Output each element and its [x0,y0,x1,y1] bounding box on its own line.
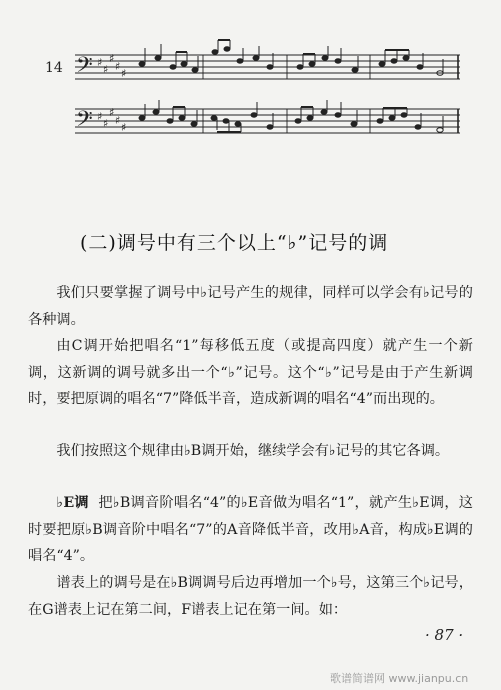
svg-text:♯: ♯ [121,67,127,80]
svg-text:♯: ♯ [103,63,109,76]
eb-key-text: 把♭B调音阶唱名“4”的♭E音做为唱名“1”，就产生♭E调，这时要把原♭B调音阶中唱名“7”的A音降低半音，改用♭A音，构成♭E调的唱名“4”。 [28,495,473,564]
paragraph-flat-rule-intro: 我们只要掌握了调号中♭记号产生的规律，同样可以学会有♭记号的各种调。 [28,285,473,328]
svg-text:♯: ♯ [115,114,121,127]
svg-text:♯: ♯ [97,110,103,123]
svg-text:♯: ♯ [115,60,121,73]
music-score [0,0,501,150]
bass-clef-staves [0,0,501,150]
svg-text:𝄢: 𝄢 [76,53,93,83]
paragraph-new-key-rule: 由C调开始把唱名“1”每移低五度（或提高四度）就产生一个新调，这新调的调号就多出一个“♭”记号。这个“♭”记号是由于产生新调时，要把原调的唱名“7”降低半音，造成新调的唱名“4”而出现的。 [28,338,473,407]
svg-text:𝄢: 𝄢 [76,107,93,137]
eb-key-heading: ♭E调 [56,495,89,511]
svg-text:♯: ♯ [121,121,127,134]
svg-text:♯: ♯ [97,56,103,69]
svg-text:♯: ♯ [103,117,109,130]
paragraph-key-signature-placement: 谱表上的调号是在♭B调调号后边再增加一个♭号，这第三个♭记号，在G谱表上记在第二间，F谱表上记在第一间。如： [28,575,473,618]
svg-text:♯: ♯ [109,52,115,65]
page-number: · 87 · [425,626,464,644]
paragraph-eb-key [28,490,473,570]
measure-number: 14 [45,60,63,76]
section-title: (二)调号中有三个以上“♭”记号的调 [80,232,389,254]
watermark: 歌谱简谱网 www.jianpu.cn [330,672,469,685]
paragraph-continue-from-bb: 我们按照这个规律由♭B调开始，继续学会有♭记号的其它各调。 [56,443,450,459]
svg-text:♯: ♯ [109,106,115,119]
